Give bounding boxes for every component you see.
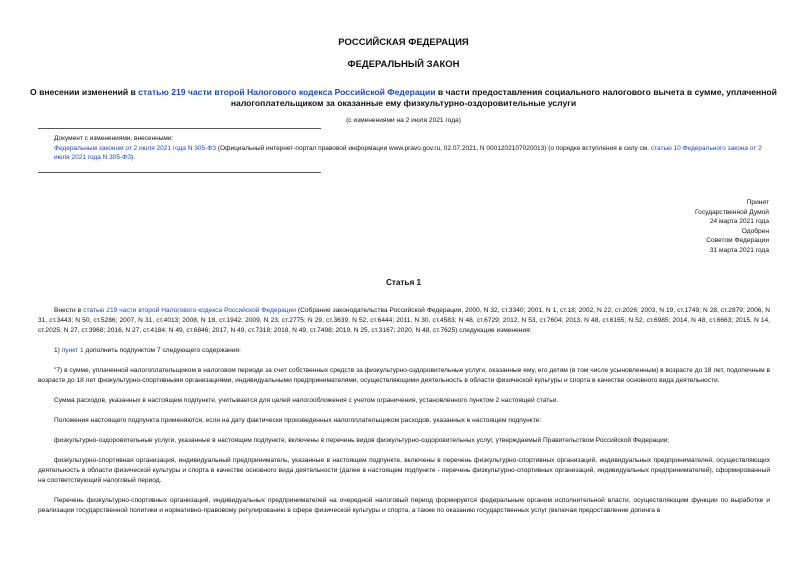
accepted-date: 24 марта 2021 года <box>709 218 769 226</box>
law-type-heading: ФЕДЕРАЛЬНЫЙ ЗАКОН <box>347 59 460 70</box>
link-article-10[interactable]: статью 10 Федерального закона от 2 июля 2021 года N 305-ФЗ <box>54 144 762 162</box>
paragraph-1 <box>38 306 770 336</box>
link-federal-law-305[interactable]: Федеральным законом от 2 июля 2021 года N 305-ФЗ <box>54 144 217 152</box>
doc-changes-label: Документ с изменениями, внесенными: <box>54 135 174 142</box>
country-heading: РОССИЙСКАЯ ФЕДЕРАЦИЯ <box>338 37 469 48</box>
doc-changes-box <box>38 134 770 163</box>
p1-start: Внести в <box>54 307 84 314</box>
p2-rest: дополнить подпунктом 7 следующего содержания: <box>83 347 241 354</box>
link-point-1[interactable]: пункт 1 <box>61 347 84 354</box>
paragraph-4: Сумма расходов, указанных в настоящем подпункте, учитывается для целей налогообложения с учетом ограничения, установленного пунктом 2 настоящей статьи. <box>54 397 559 404</box>
divider-top <box>38 128 321 129</box>
title-link-article-219[interactable]: статью 219 части второй Налогового кодекса Российской Федерации <box>138 87 436 97</box>
divider-bottom <box>38 172 321 173</box>
paragraph-3: "7) в сумме, уплаченной налогоплательщиком в налоговом периоде за счет собственных средств за физкультурно-оздоровительные услуги, оказанные ему, его детям (в том числе усыновленным) в возрасте до 18 лет, подопечным в возрасте до 18 лет физкультурно-спортивными организациями, индивидуальными предпринимателями, осуществляющими деятельность в области физической культуры и спорта в качестве основного вида деятельности. <box>38 367 770 384</box>
approved-by: Советом Федерации <box>706 237 769 245</box>
approved-date: 31 марта 2021 года <box>709 246 769 254</box>
p2-start: 1) <box>54 347 62 354</box>
law-title <box>0 87 807 109</box>
doc-changes-text <box>38 144 770 163</box>
p1-rest: (Собрание законодательства Российской Федерации, 2000, N 32, ст.3340; 2001, N 1, ст.18; 2002, N 22, ст.2026; 2003, N 19, ст.1749; N 28, ст.2879; 2006, N 31, ст.3443; N 50, ст.5286; 2007, N 31, ст.4013; 2008, N 18, ст.1942; 2009, N 23, ст.2775; N 29, ст.3639; N 52, ст.6444; 2011, N 30, ст.4583; N 48, ст.6729; 2012, N 53, ст.7604; 2013, N 48, ст.6165; N 52, ст.6985; 2014, N 48, ст.6663; 2015, N 14, ст.2025; N 27, ст.3968; 2016, N 27, ст.4184; N 49, ст.6846; 2017, N 49, ст.7318; 2018, N 49, ст.7498; 2019, N 25, ст.3167; 2020, N 48, ст.7625) следующие изменения: <box>38 307 770 334</box>
title-part-1: О внесении изменений в <box>30 87 139 97</box>
adoption-block <box>695 198 769 256</box>
article-body <box>38 306 770 526</box>
accepted-by: Государственной Думой <box>695 208 769 216</box>
approved-label: Одобрен <box>741 227 769 235</box>
title-part-2: в части предоставления социального налогового вычета в сумме, уплаченной налогоплательщиком за оказанные ему физкультурно-оздоровительные услуги <box>230 87 777 108</box>
changes-note: (с изменениями на 2 июля 2021 года) <box>346 117 461 124</box>
paragraph-5: Положения настоящего подпункта применяются, если на дату фактически произведенных налогоплательщиком расходов, указанных в настоящем подпункте: <box>54 417 542 424</box>
link-article-219[interactable]: статью 219 части второй Налогового кодекса Российской Федерации <box>83 307 296 314</box>
doc-changes-source: (Официальный интернет-портал правовой информации www.pravo.gov.ru, 02.07.2021, N 0001202107020013) (о порядке вступления в силу см. <box>216 144 651 152</box>
paragraph-7: физкультурно-спортивная организация, индивидуальный предприниматель, указанные в настоящем подпункте, включены в перечень физкультурно-спортивных организаций, индивидуальных предпринимателей, осуществляющих деятельность в области физической культуры и спорта в качестве основного вида деятельности (далее в настоящем подпункте - перечень физкультурно-спортивных организаций, индивидуальных предпринимателей), сформированный на соответствующий налоговый период. <box>38 457 770 484</box>
paragraph-6: физкультурно-оздоровительные услуги, указанные в настоящем подпункте, включены в перечень видов физкультурно-оздоровительных услуг, утверждаемый Правительством Российской Федерации; <box>54 437 670 444</box>
doc-changes-end: ). <box>131 154 136 162</box>
accepted-label: Принят <box>746 199 769 206</box>
paragraph-8: Перечень физкультурно-спортивных организаций, индивидуальных предпринимателей на очередной налоговый период формируется федеральным органом исполнительной власти, осуществляющим функции по выработке и реализации государственной политики и нормативно-правовому регулированию в сфере физической культуры и спорта, а также по оказанию государственных услуг (включая предоставление допинга в <box>38 497 770 514</box>
article-heading: Статья 1 <box>385 278 422 287</box>
paragraph-2 <box>38 346 770 356</box>
